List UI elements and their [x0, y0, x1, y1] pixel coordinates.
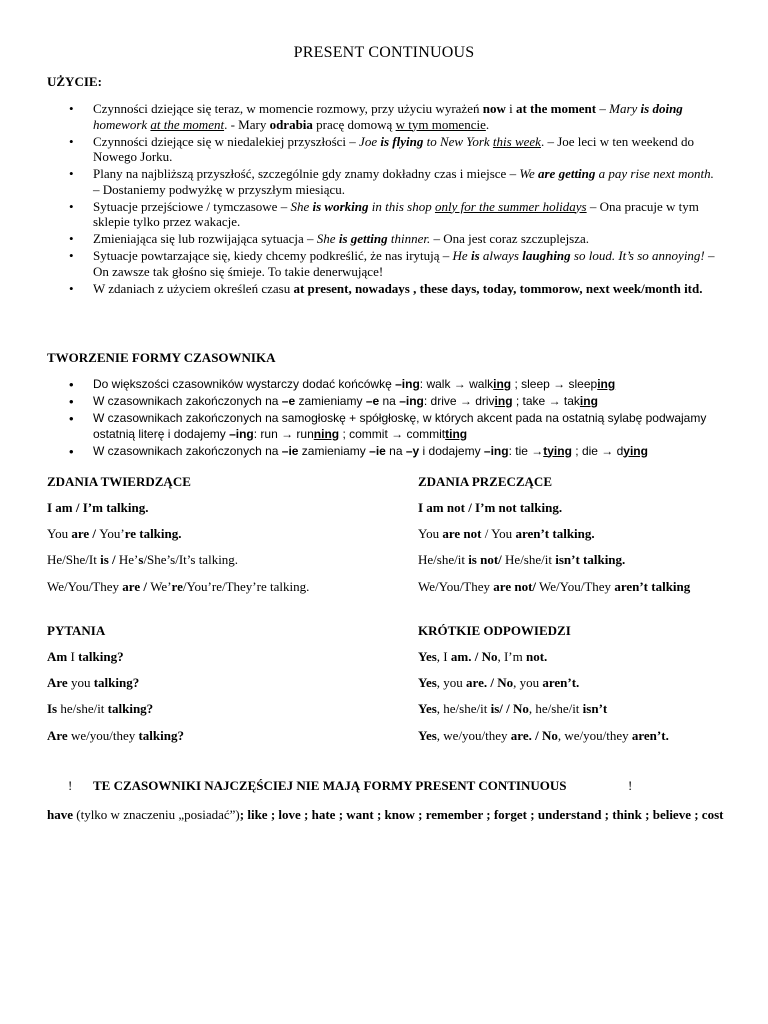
negative-row: He/she/it is not/ He/she/it isn’t talking.	[418, 552, 626, 567]
list-item: • Sytuacje powtarzające się, kiedy chcemy podkreślić, że nas irytują – He is always laughing so loud. It’s so annoying! – On zawsze tak głośno się śmieje. To takie denerwujące!	[47, 248, 715, 279]
exclamation-mark-left: !	[68, 778, 73, 793]
list-item: • Czynności dziejące się w niedalekiej przyszłości – Joe is flying to New York this week. – Joe leci w ten weekend do Nowego Jorku.	[47, 134, 715, 165]
short-answer-row: Yes, we/you/they are. / No, we/you/they aren’t.	[418, 728, 669, 743]
negative-row: I am not / I’m not talking.	[418, 500, 563, 515]
formation-heading: TWORZENIE FORMY CZASOWNIKA	[47, 350, 276, 365]
exclamation-mark-right: !	[628, 778, 633, 793]
question-row: Is he/she/it talking?	[47, 701, 154, 716]
questions-heading: PYTANIA	[47, 623, 106, 638]
negative-row: We/You/They are not/ We/You/They aren’t talking	[418, 579, 691, 594]
usage-heading: UŻYCIE:	[47, 74, 102, 89]
question-row: Are you talking?	[47, 675, 140, 690]
affirmative-row: I am / I’m talking.	[47, 500, 149, 515]
short-answer-row: Yes, I am. / No, I’m not.	[418, 649, 548, 664]
list-item: • Sytuacje przejściowe / tymczasowe – She is working in this shop only for the summer holidays – Ona pracuje w tym sklepie tylko przez wakacje.	[47, 199, 715, 230]
list-item: • W czasownikach zakończonych na –e zamieniamy –e na –ing: drive → driving ; take → taking	[47, 394, 715, 410]
list-item: • Plany na najbliższą przyszłość, szczególnie gdy znamy dokładny czas i miejsce – We are getting a pay rise next month. – Dostaniemy podwyżkę w przyszłym miesiącu.	[47, 166, 715, 197]
usage-list	[47, 101, 715, 298]
affirmative-heading: ZDANIA TWIERDZĄCE	[47, 474, 191, 489]
question-row: Am I talking?	[47, 649, 124, 664]
list-item: • W czasownikach zakończonych na –ie zamieniamy –ie na –y i dodajemy –ing: tie →tying ; die → dying	[47, 444, 715, 460]
affirmative-row: He/She/It is / He’s/She’s/It’s talking.	[47, 552, 239, 567]
negative-row: You are not / You aren’t talking.	[418, 526, 595, 541]
stative-verbs-list: have (tylko w znaczeniu „posiadać”); like ; love ; hate ; want ; know ; remember ; forget ; understand ; think ; believe ; cost	[47, 807, 724, 822]
question-row: Are we/you/they talking?	[47, 728, 184, 743]
list-item: • Do większości czasowników wystarczy dodać końcówkę –ing: walk → walking ; sleep → sleeping	[47, 377, 715, 393]
affirmative-row: You are / You’re talking.	[47, 526, 182, 541]
list-item: • W zdaniach z użyciem określeń czasu at present, nowadays , these days, today, tommorow, next week/month itd.	[47, 281, 715, 297]
warning-text: TE CZASOWNIKI NAJCZĘŚCIEJ NIE MAJĄ FORMY PRESENT CONTINUOUS	[93, 778, 567, 793]
list-item: • Zmieniająca się lub rozwijająca sytuacja – She is getting thinner. – Ona jest coraz szczuplejsza.	[47, 231, 715, 247]
formation-list	[47, 377, 715, 461]
list-item: • Czynności dziejące się teraz, w momencie rozmowy, przy użyciu wyrażeń now i at the moment – Mary is doing homework at the moment. - Mary odrabia pracę domową w tym momencie.	[47, 101, 715, 132]
list-item: • W czasownikach zakończonych na samogłoskę + spółgłoskę, w których akcent pada na ostatnią sylabę podwajamy ostatnią literę i dodajemy –ing: run → running ; commit → committing	[47, 411, 715, 442]
short-answer-row: Yes, you are. / No, you aren’t.	[418, 675, 580, 690]
short-answers-heading: KRÓTKIE ODPOWIEDZI	[418, 623, 571, 638]
page-title: PRESENT CONTINUOUS	[293, 44, 475, 61]
affirmative-row: We/You/They are / We’re/You’re/They’re talking.	[47, 579, 310, 594]
negative-heading: ZDANIA PRZECZĄCE	[418, 474, 552, 489]
short-answer-row: Yes, he/she/it is/ / No, he/she/it isn’t	[418, 701, 608, 716]
